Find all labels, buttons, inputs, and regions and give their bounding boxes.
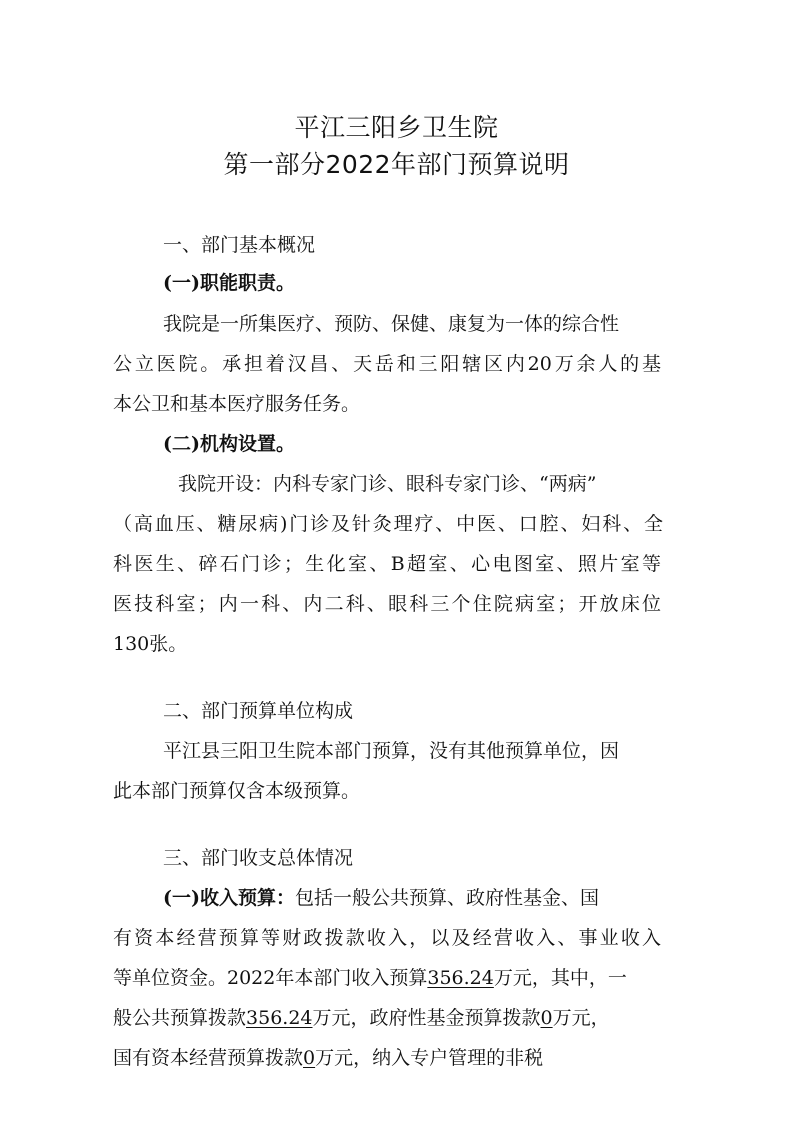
state-capital-amount: 0 [303,1047,316,1069]
document-subtitle: 第一部分2022年部门预算说明 [223,150,570,179]
text-segment: 国有资本经营预算拨款 [113,1047,304,1069]
income-total-amount: 356.24 [427,967,494,989]
document-title: 平江三阳乡卫生院 [294,113,499,142]
section-3-heading: 三、部门收支总体情况 [163,847,354,869]
text-segment: 般公共预算拨款 [113,1007,247,1029]
paragraph-line [113,965,627,991]
section-1-heading: 一、部门基本概况 [163,234,316,256]
section-1-sub-2: (二)机构设置。 [163,433,295,455]
income-budget-label: (一)收入预算： [163,887,295,909]
paragraph-line [113,1045,543,1071]
text-segment: 万元，纳入专户管理的非税 [315,1047,544,1069]
paragraph-line: 我院是一所集医疗、预防、保健、康复为一体的综合性 [163,313,620,335]
text-segment: 万元， [552,1007,610,1029]
paragraph-line: 医技科室；内一科、内二科、眼科三个住院病室；开放床位 [113,593,661,615]
paragraph-line: 平江县三阳卫生院本部门预算，没有其他预算单位，因 [163,740,620,762]
paragraph-line: （高血压、糖尿病)门诊及针灸理疗、中医、口腔、妇科、全 [113,513,663,535]
paragraph-line: 科医生、碎石门诊；生化室、B超室、心电图室、照片室等 [113,553,661,575]
paragraph-line: 130张。 [113,633,188,655]
paragraph-line: 有资本经营预算等财政拨款收入，以及经营收入、事业收入 [113,927,661,949]
gov-fund-amount: 0 [540,1007,553,1029]
general-budget-amount: 356.24 [246,1007,313,1029]
paragraph-line: 本公卫和基本医疗服务任务。 [113,393,361,415]
income-budget-text: 包括一般公共预算、政府性基金、国 [294,887,599,909]
paragraph-line [113,1005,610,1031]
text-segment: 万元，其中，一 [493,967,627,989]
paragraph-line: 公立医院。承担着汉昌、天岳和三阳辖区内20万余人的基 [113,353,661,375]
text-segment: 等单位资金。2022年本部门收入预算 [113,967,428,989]
paragraph-line: 此本部门预算仅含本级预算。 [113,780,361,802]
section-2-heading: 二、部门预算单位构成 [163,700,354,722]
paragraph-line [163,885,599,911]
paragraph-line: 我院开设：内科专家门诊、眼科专家门诊、“两病” [178,473,597,495]
section-1-sub-1: (一)职能职责。 [163,272,295,294]
text-segment: 万元，政府性基金预算拨款 [312,1007,541,1029]
